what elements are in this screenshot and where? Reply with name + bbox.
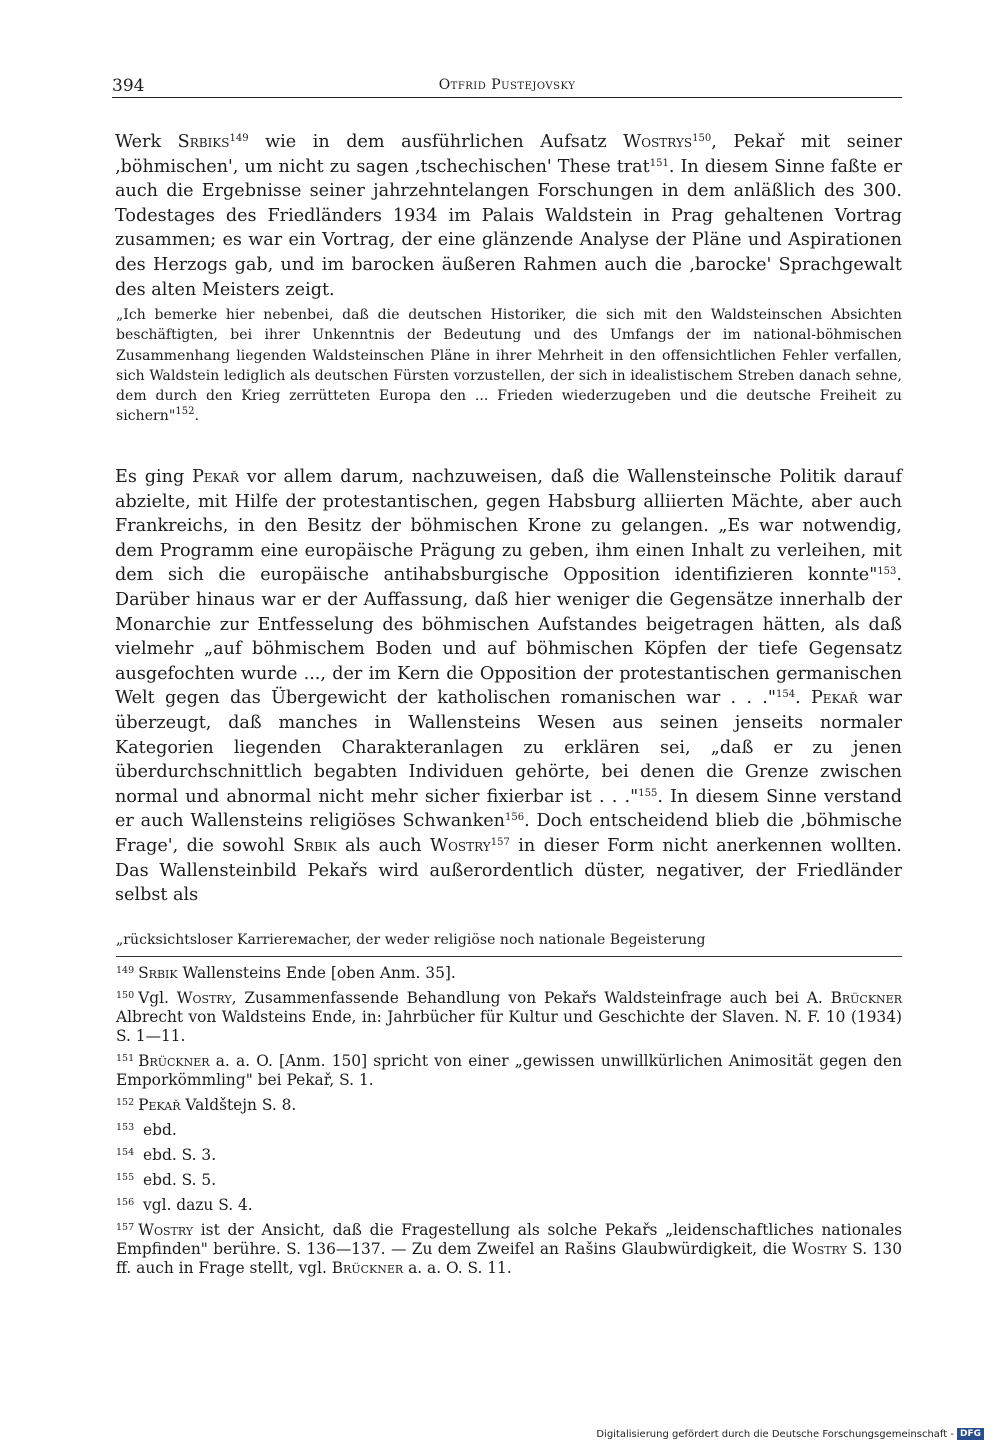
footnote: $^{157}$ Wostry ist der Ansicht, daß die Fragestellung als solche Pekařs „leidenschaftliches nationales Empfinden" berühre. S. 136—137. — Zu dem Zweifel an Rašins Glaubwürdigkeit, die Wostry S. 130 ff. auch in Frage stellt, vgl. Brückner a. a. O. S. 11. bbox=[116, 1221, 902, 1277]
footnote-ref: 150 bbox=[692, 133, 712, 144]
page-header bbox=[112, 76, 902, 98]
footnote: $^{150}$ Vgl. Wostry, Zusammenfassende Behandlung von Pekařs Waldsteinfrage auch bei A. Brückner Albrecht von Waldsteins Ende, in: Jahrbücher für Kultur und Geschichte der Slaven. N. F. 10 (1934) S. 1—11. bbox=[116, 989, 902, 1045]
digitization-credit bbox=[596, 1428, 984, 1440]
footnote-ref: 151 bbox=[649, 157, 669, 169]
footnote-rule bbox=[116, 956, 902, 957]
footnote-ref: 155 bbox=[638, 787, 658, 799]
header-rule bbox=[112, 97, 902, 98]
footnotes bbox=[116, 964, 902, 1284]
footnote: $^{155}$ ebd. S. 5. bbox=[116, 1171, 217, 1189]
body-paragraph-1: Werk Srbiks$^{149}$ wie in dem ausführlichen Aufsatz Wostrys$^{150}$, Pekař mit seiner ‚böhmischen', um nicht zu sagen ‚tschechischen' These trat$^{151}$. In diesem Sinne faßte er auch die Ergebnisse seiner jahrzehntelangen Forschungen in dem anläßlich des 300. Todestages des Friedländers 1934 im Palais Waldstein in Prag gehaltenen Vortrag zusammen; es war ein Vortrag, der eine glänzende Analyse der Pläne und Aspirationen des Herzogs gab, und im barocken äußeren Rahmen auch die ‚barocke' Sprachgewalt des alten Meisters zeigt. bbox=[115, 132, 902, 300]
block-quote-1: „Ich bemerke hier nebenbei, daß die deutschen Historiker, die sich mit den Waldsteinschen Absichten beschäftigten, bei ihrer Unkenntnis der Bedeutung und des Umfangs der im national-böhmischen Zusammenhang liegenden Waldsteinschen Pläne in ihrer Mehrheit in den offensichtlichen Fehler verfallen, sich Waldstein lediglich als deutschen Fürsten vorzustellen, der sich in idealistischem Streben danach sehne, dem durch den Krieg zerrütteten Europa den ... Frieden wiederzugeben und die deutsche Freiheit zu sichern"$^{152}$. bbox=[116, 307, 902, 425]
page-number: 394 bbox=[112, 76, 145, 96]
block-quote-2: „rücksichtsloser Karriereмacher, der weder religiöse noch nationale Begeisterung bbox=[116, 932, 706, 948]
footnote: $^{152}$ Pekař Valdštejn S. 8. bbox=[116, 1096, 297, 1114]
footnote: $^{153}$ ebd. bbox=[116, 1121, 177, 1139]
footnote-ref: 152 bbox=[175, 406, 195, 418]
footnote-ref: 154 bbox=[775, 689, 796, 701]
footnote: $^{151}$ Brückner a. a. O. [Anm. 150] spricht von einer „gewissen unwillkürlichen Animosität gegen den Emporkömmling" bei Pekař, S. 1. bbox=[116, 1052, 902, 1089]
footnote-ref: 153 bbox=[877, 566, 897, 578]
footnote-ref: 149 bbox=[229, 133, 249, 144]
footnote: $^{156}$ vgl. dazu S. 4. bbox=[116, 1196, 253, 1214]
dfg-logo: DFG bbox=[957, 1428, 984, 1440]
footnote: $^{149}$ Srbik Wallensteins Ende [oben Anm. 35]. bbox=[116, 964, 456, 982]
footnote-ref: 156 bbox=[505, 812, 525, 824]
running-title: Otfrid Pustejovsky bbox=[438, 77, 576, 93]
footnote: $^{154}$ ebd. S. 3. bbox=[116, 1146, 217, 1164]
footnote-ref: 157 bbox=[490, 836, 510, 848]
credit-text: Digitalisierung gefördert durch die Deutsche Forschungsgemeinschaft - bbox=[596, 1428, 954, 1440]
body-paragraph-2: Es ging Pekař vor allem darum, nachzuweisen, daß die Wallensteinsche Politik darauf abzielte, mit Hilfe der protestantischen, gegen Habsburg alliierten Mächte, aber auch Frankreichs, in den Besitz der böhmischen Krone zu gelangen. „Es war notwendig, dem Programm eine europäische Prägung zu geben, ihm einen Inhalt zu verleihen, mit dem sich die europäische antihabsburgische Opposition identifizieren konnte"$^{153}$. Darüber hinaus war er der Auffassung, daß hier weniger die Gegensätze innerhalb der Monarchie zur Entfesselung des böhmischen Aufstandes beigetragen hätten, als daß vielmehr „auf böhmischem Boden und auf böhmischen Köpfen der tiefe Gegensatz ausgefochten wurde ..., der im Kern die Opposition der protestantischen germanischen Welt gegen das Übergewicht der katholischen romanischen war . . ."$^{154}$. Pekař war überzeugt, daß manches in Wallensteins Wesen aus seinen jenseits normaler Kategorien liegenden Charakteranlagen zu erklären sei, „daß er zu jenen überdurchschnittlich begabten Individuen gehörte, bei denen die Grenze zwischen normal und abnormal nicht mehr sicher fixierbar ist . . ."$^{155}$. In diesem Sinne verstand er auch Wallensteins religiöses Schwanken$^{156}$. Doch entscheidend blieb die ‚böhmische Frage', die sowohl Srbik als auch Wostry$^{157}$ in dieser Form nicht anerkennen wollten. Das Wallensteinbild Pekařs wird außerordentlich düster, negativer, der Friedländer selbst als bbox=[115, 467, 902, 906]
